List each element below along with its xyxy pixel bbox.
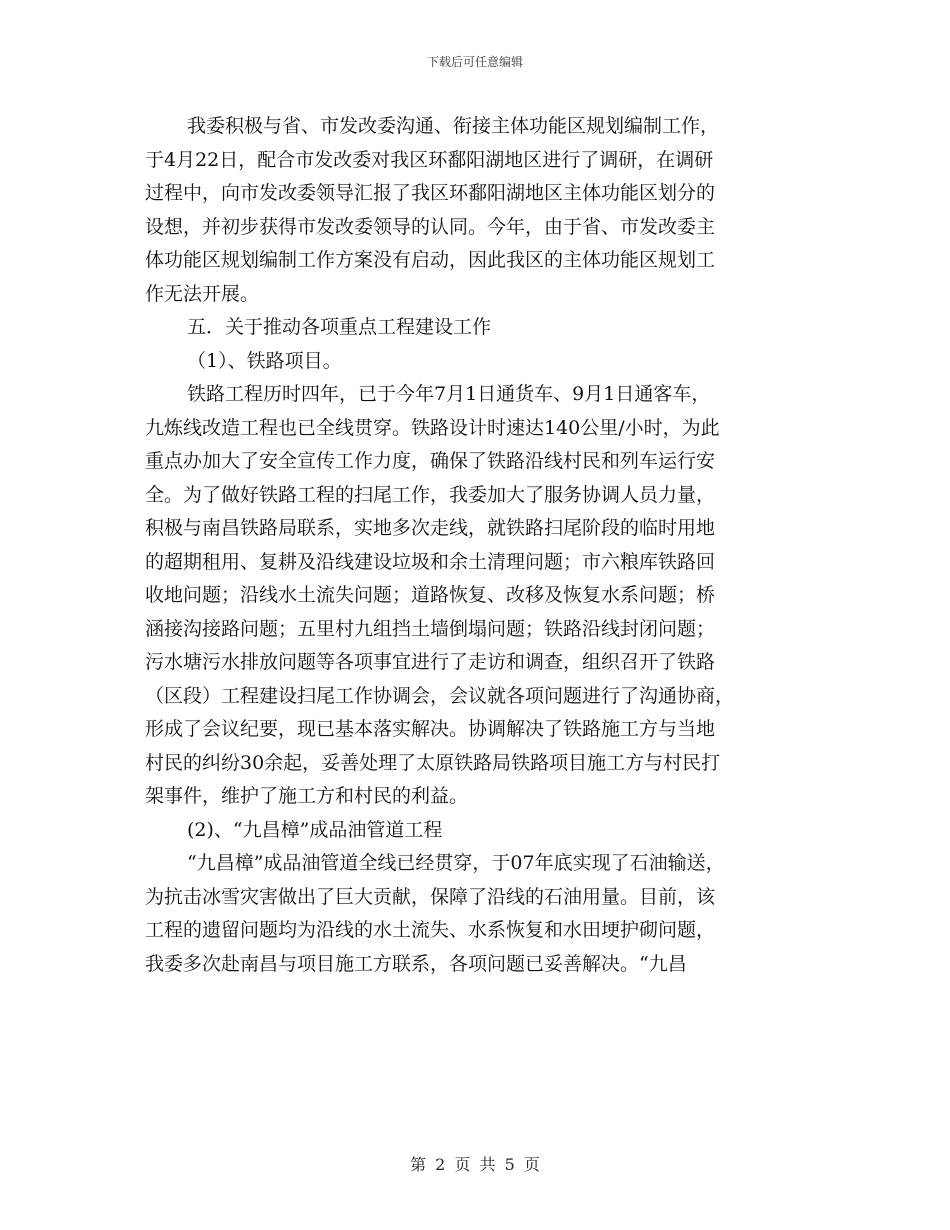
text-line: 形成了会议纪要，现已基本落实解决。协调解决了铁路施工方与当地 [145, 718, 716, 740]
text-line: 全。为了做好铁路工程的扫尾工作，我委加大了服务协调人员力量， [145, 483, 716, 506]
text-line: 体功能区规划编制工作方案没有启动，因此我区的主体功能区规划工 [145, 249, 716, 271]
page-header: 下载后可任意编辑 [426, 55, 523, 69]
text-line: 铁路工程历时四年，已于今年7月1日通货车、9月1日通客车， [187, 383, 711, 405]
text-line: 作无法开展。 [145, 282, 260, 305]
text-line: “九昌樟”成品油管道全线已经贯穿，于07年底实现了石油输送， [187, 852, 725, 874]
text-line: 村民的纠纷30余起，妥善处理了太原铁路局铁路项目施工方与村民打 [145, 751, 721, 774]
text-line: 积极与南昌铁路局联系，实地多次走线，就铁路扫尾阶段的临时用地 [145, 517, 716, 539]
text-line: 设想，并初步获得市发改委领导的认同。今年，由于省、市发改委主 [145, 215, 716, 238]
text-line: （1）、铁路项目。 [187, 349, 342, 372]
text-line: 的超期租用、复耕及沿线建设垃圾和余土清理问题；市六粮库铁路回 [145, 550, 716, 573]
document-body [145, 110, 825, 981]
text-line: 于4月22日，配合市发改委对我区环鄱阳湖地区进行了调研，在调研 [145, 148, 714, 171]
text-line: 工程的遗留问题均为沿线的水土流失、水系恢复和水田埂护砌问题， [145, 919, 716, 941]
text-line: 我委多次赴南昌与项目施工方联系，各项问题已妥善解决。“九昌 [145, 952, 687, 975]
text-line: （区段）工程建设扫尾工作协调会，会议就各项问题进行了沟通协商， [145, 684, 735, 707]
text-line: 收地问题；沿线水土流失问题；道路恢复、改移及恢复水系问题；桥 [145, 584, 716, 606]
text-line: 五．关于推动各项重点工程建设工作 [187, 316, 492, 338]
text-line: 涵接沟接路问题；五里村九组挡土墙倒塌问题；铁路沿线封闭问题； [145, 617, 716, 640]
page-footer: 第 2 页 共 5 页 [410, 1155, 540, 1174]
text-line: 过程中，向市发改委领导汇报了我区环鄱阳湖地区主体功能区划分的 [145, 182, 716, 204]
text-line: (2)、“九昌樟”成品油管道工程 [187, 818, 443, 841]
text-line: 重点办加大了安全宣传工作力度，确保了铁路沿线村民和列车运行安 [145, 450, 716, 472]
text-line: 架事件，维护了施工方和村民的利益。 [145, 785, 469, 807]
text-line: 为抗击冰雪灾害做出了巨大贡献，保障了沿线的石油用量。目前，该 [145, 885, 716, 908]
text-line: 我委积极与省、市发改委沟通、衔接主体功能区规划编制工作， [187, 115, 720, 137]
text-line: 污水塘污水排放问题等各项事宜进行了走访和调查，组织召开了铁路 [145, 651, 716, 673]
text-line: 九炼线改造工程也已全线贯穿。铁路设计时速达140公里/小时，为此 [145, 416, 720, 439]
